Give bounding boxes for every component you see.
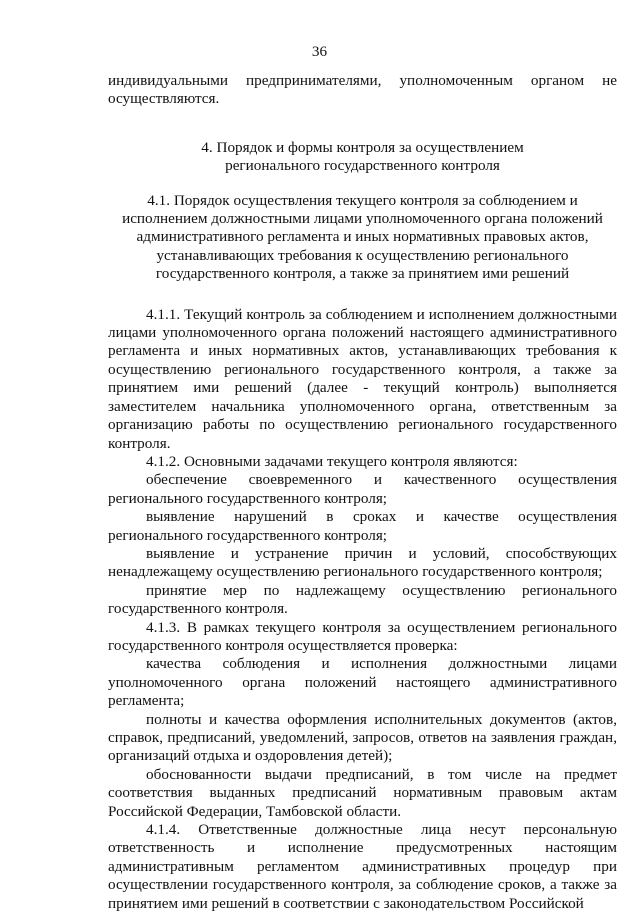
- paragraph-4-1-2: 4.1.2. Основными задачами текущего контроля являются:: [146, 452, 518, 470]
- list-item: обоснованности выдачи предписаний, в том числе на предмет соответствия выданных предписаний нормативным правовым актам Российской Федерации, Тамбовской области.: [108, 765, 617, 820]
- list-item: выявление и устранение причин и условий, способствующих ненадлежащему осуществлению регионального государственного контроля;: [108, 544, 617, 581]
- body-paragraphs: [108, 306, 617, 913]
- list-item: обеспечение своевременного и качественного осуществления регионального государственного контроля;: [108, 471, 617, 507]
- paragraph-4-1-3: 4.1.3. В рамках текущего контроля за осуществлением регионального государственного контроля осуществляется проверка:: [108, 618, 617, 654]
- list-item: выявление нарушений в сроках и качестве осуществления регионального государственного контроля;: [108, 508, 617, 544]
- paragraph-4-1-1: 4.1.1. Текущий контроль за соблюдением и исполнением должностными лицами уполномоченного органа положений настоящего административного регламента и иных нормативных актов, устанавливающих требования к осуществлению регионального государственного контроля, а также за принятием ими решений (далее - текущий контроль) выполняется заместителем начальника уполномоченного органа, ответственным за организацию работы по осуществлению регионального государственного контроля.: [108, 305, 617, 452]
- list-item: качества соблюдения и исполнения должностными лицами уполномоченного органа положений настоящего административного регламента;: [108, 655, 617, 710]
- carryover-paragraph: индивидуальными предпринимателями, уполномоченным органом не осуществляются.: [108, 72, 617, 108]
- section-title: [108, 139, 617, 176]
- list-item: принятие мер по надлежащему осуществлению регионального государственного контроля.: [108, 581, 617, 618]
- subsection-title: 4.1. Порядок осуществления текущего контроля за соблюдением и исполнением должностными лицами уполномоченного органа положений административного регламента и иных нормативных правовых актов, устанавливающих требования к осуществлению регионального государственного контроля, а также за принятием ими решений: [122, 191, 603, 283]
- page-number: 36: [311, 43, 328, 60]
- list-item: полноты и качества оформления исполнительных документов (актов, справок, предписаний, уведомлений, запросов, ответов на заявления граждан, организаций отдыха и оздоровления детей);: [108, 710, 617, 765]
- section-title-line1: 4. Порядок и формы контроля за осуществлением: [201, 138, 524, 156]
- paragraph-4-1-4: 4.1.4. Ответственные должностные лица несут персональную ответственность и исполнение предусмотренных настоящим административным регламентом административных процедур при осуществлении государственного контроля, за соблюдение сроков, а также за принятием ими решений в соответствии с законодательством Российской: [108, 821, 617, 912]
- page-content: [108, 72, 617, 913]
- section-title-line2: регионального государственного контроля: [225, 157, 500, 175]
